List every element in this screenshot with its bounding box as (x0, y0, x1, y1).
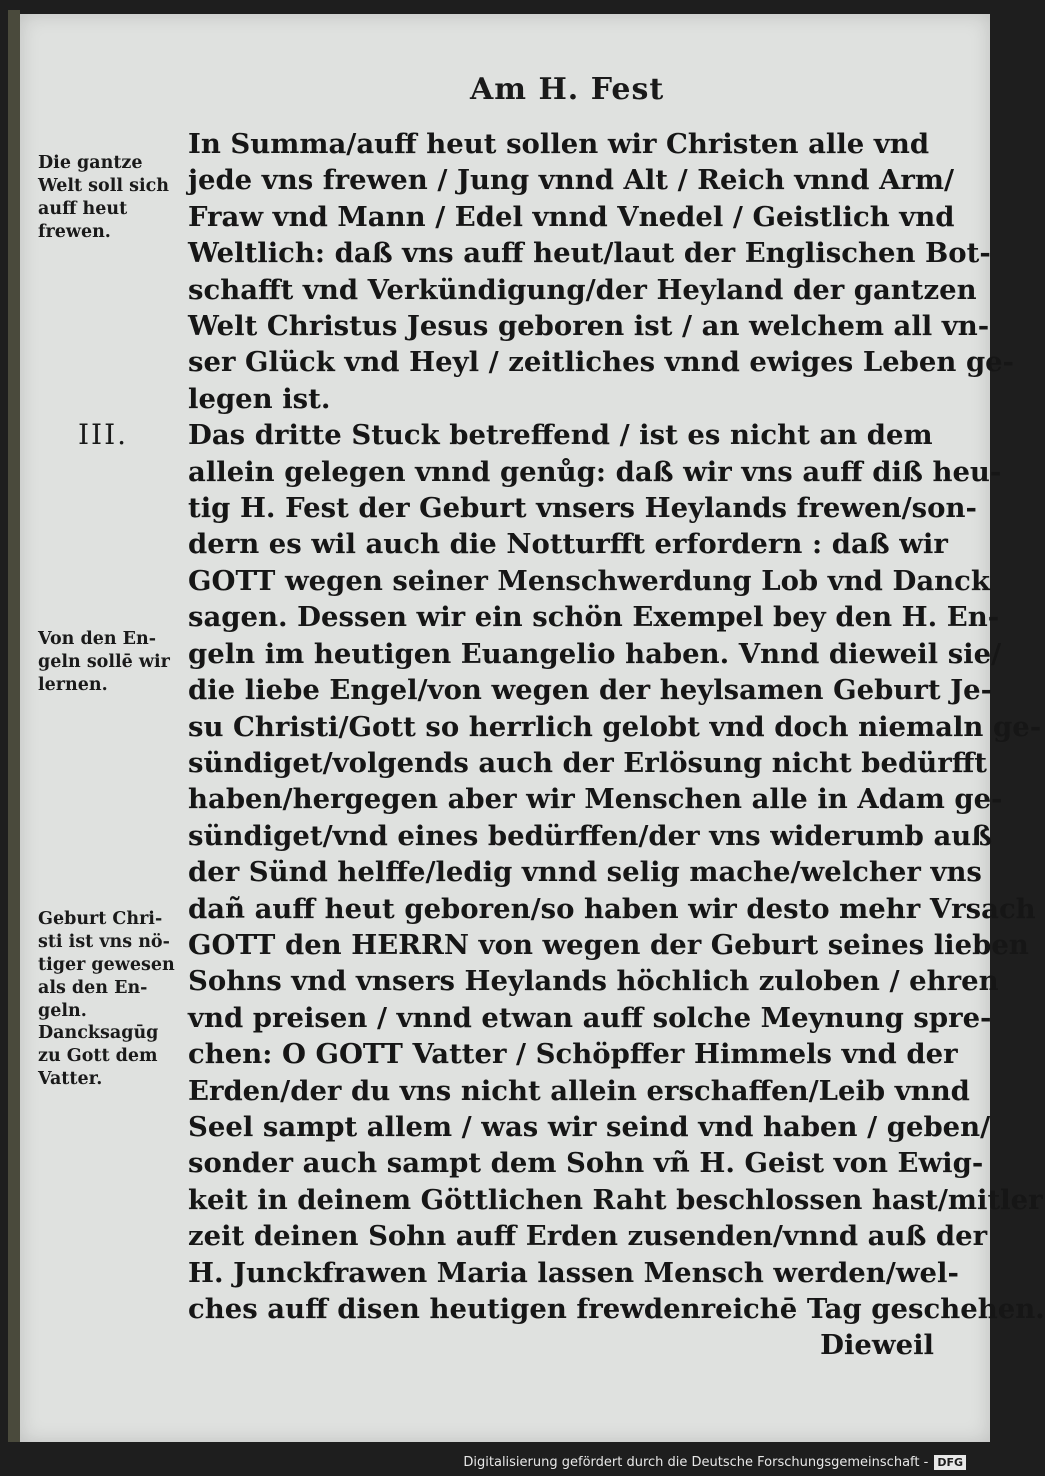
body-line: jede vns frewen / Jung vnnd Alt / Reich vnnd Arm/ (188, 164, 955, 197)
margin-note-line: geln. (38, 1001, 87, 1021)
body-text (188, 126, 1045, 1364)
margin-note-line: Welt soll sich (38, 176, 169, 196)
body-line: Welt Christus Jesus geboren ist / an welchem all vn- (188, 310, 990, 343)
body-line: sündiget/vnd eines bedürffen/der vns widerumb auß (188, 819, 993, 852)
margin-note-3 (38, 908, 188, 1023)
margin-note-line: tiger gewesen (38, 955, 175, 975)
body-line: In Summa/auff heut sollen wir Christen alle vnd (188, 128, 930, 160)
body-line: ser Glück vnd Heyl / zeitliches vnnd ewiges Leben ge- (188, 346, 1015, 379)
funding-credit: Digitalisierung gefördert durch die Deutsche Forschungsgemeinschaft - (463, 1455, 929, 1470)
body-line: GOTT wegen seiner Menschwerdung Lob vnd Danck (188, 564, 990, 597)
margin-note-line: sti ist vns nö- (38, 932, 170, 952)
body-line: keit in deinem Göttlichen Raht beschlossen hast/mitler (188, 1183, 1043, 1216)
body-line: Fraw vnd Mann / Edel vnnd Vnedel / Geistlich vnd (188, 200, 955, 233)
margin-note-line: Von den En- (38, 629, 156, 649)
margin-note-line: als den En- (38, 978, 148, 998)
body-line: die liebe Engel/von wegen der heylsamen Geburt Je- (188, 674, 993, 707)
body-line: zeit deinen Sohn auff Erden zusenden/vnnd auß der (188, 1220, 988, 1253)
section-number: III. (78, 418, 129, 451)
body-line: Das dritte Stuck betreffend / ist es nicht an dem (188, 419, 933, 452)
body-line: geln im heutigen Euangelio haben. Vnnd dieweil sie/ (188, 637, 1002, 670)
body-line: allein gelegen vnnd genůg: daß wir vns auff diß heu- (188, 455, 1002, 488)
margin-note-4 (38, 1022, 188, 1091)
dfg-logo-icon: DFG (934, 1455, 966, 1470)
digitization-footer (463, 1455, 966, 1470)
body-line: ches auff disen heutigen frewdenreichē Tag geschehen. (188, 1293, 1045, 1325)
body-line: dern es wil auch die Notturfft erfordern : daß wir (188, 528, 948, 561)
body-line: legen ist. (188, 382, 331, 415)
book-spine-edge (8, 10, 20, 1442)
margin-note-2 (38, 628, 188, 697)
margin-note-line: Die gantze (38, 153, 143, 173)
body-line: su Christi/Gott so herrlich gelobt vnd doch niemaln ge- (188, 710, 1042, 743)
margin-note-line: geln sollē wir (38, 652, 170, 672)
body-line: H. Junckfrawen Maria lassen Mensch werden/wel- (188, 1256, 959, 1289)
body-line: der Sünd helffe/ledig vnnd selig mache/welcher vns (188, 856, 982, 889)
body-line: haben/hergegen aber wir Menschen alle in Adam ge- (188, 783, 1003, 816)
margin-note-line: frewen. (38, 222, 111, 242)
margin-note-line: lernen. (38, 675, 108, 695)
margin-note-line: zu Gott dem (38, 1046, 158, 1066)
body-line: Seel sampt allem / was wir seind vnd haben / geben/ (188, 1110, 991, 1143)
margin-note-line: Geburt Chri- (38, 909, 163, 929)
body-line: schafft vnd Verkündigung/der Heyland der gantzen (188, 273, 977, 306)
body-line: chen: O GOTT Vatter / Schöpffer Himmels vnd der (188, 1038, 958, 1071)
body-line: GOTT den HERRN von wegen der Geburt seines lieben (188, 928, 1029, 961)
margin-note-line: Vatter. (38, 1069, 103, 1089)
margin-note-line: Dancksagūg (38, 1023, 159, 1043)
body-line: sonder auch sampt dem Sohn vñ H. Geist von Ewig- (188, 1147, 984, 1180)
body-line: tig H. Fest der Geburt vnsers Heylands frewen/son- (188, 492, 977, 525)
body-line: sündiget/volgends auch der Erlösung nicht bedürfft (188, 746, 987, 779)
body-line: dañ auff heut geboren/so haben wir desto mehr Vrsach (188, 892, 1036, 925)
catchword: Dieweil (820, 1329, 934, 1362)
margin-note-line: auff heut (38, 199, 128, 219)
body-line: Sohns vnd vnsers Heylands höchlich zuloben / ehren (188, 965, 999, 998)
body-line: Erden/der du vns nicht allein erschaffen/Leib vnnd (188, 1074, 970, 1107)
body-line: vnd preisen / vnnd etwan auff solche Meynung spre- (188, 1001, 992, 1034)
body-line: sagen. Dessen wir ein schön Exempel bey den H. En- (188, 601, 1000, 634)
running-title: Am H. Fest (470, 72, 665, 107)
margin-note-1 (38, 152, 188, 244)
body-line: Weltlich: daß vns auff heut/laut der Englischen Bot- (188, 237, 991, 270)
